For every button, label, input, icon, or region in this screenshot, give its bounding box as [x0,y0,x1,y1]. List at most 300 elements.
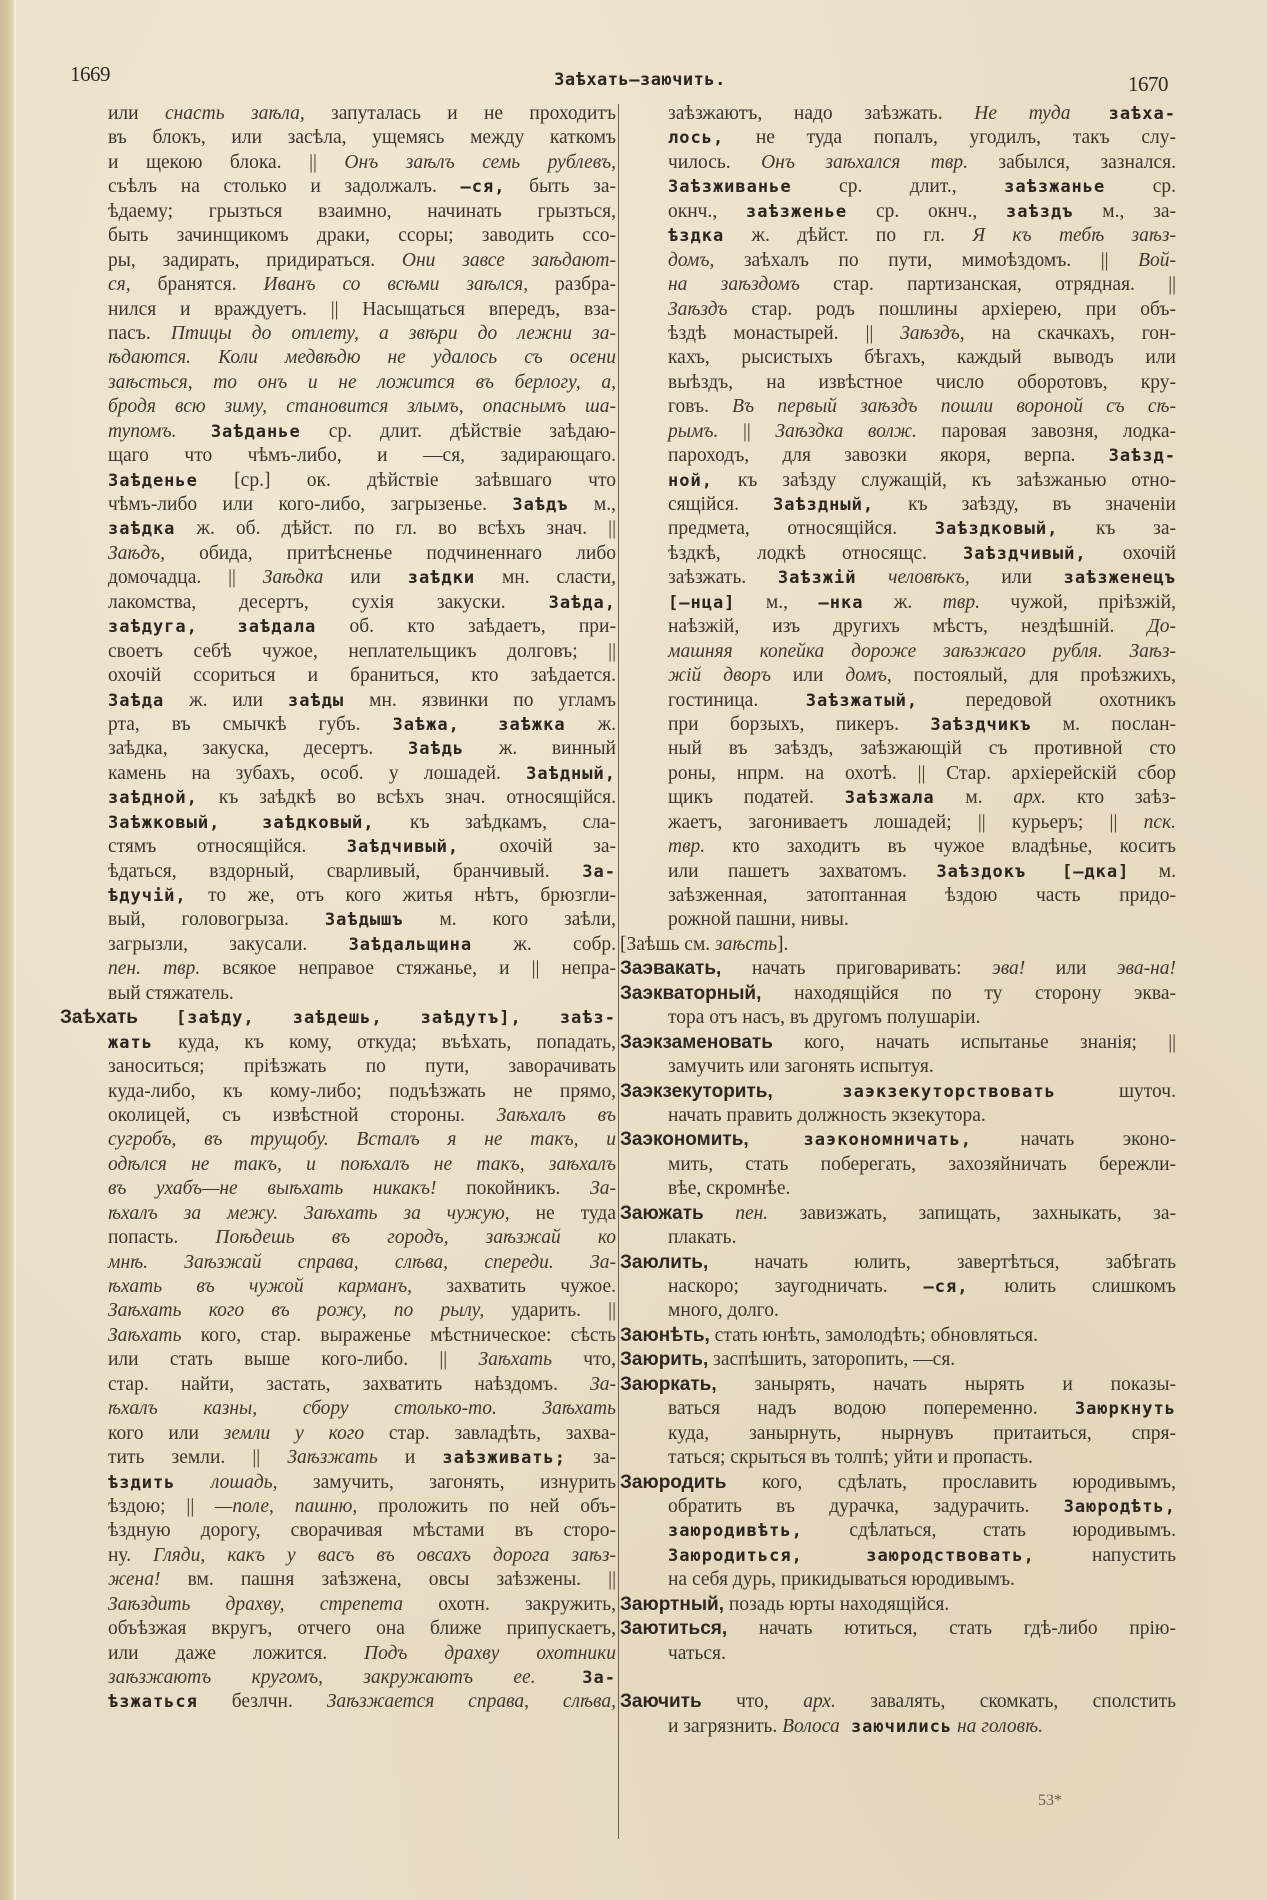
text-run: на скачкахъ, гон- [964,322,1176,344]
text-line [60,1299,616,1323]
italic-example: Въ первый заѣздъ пошли вороной съ сѣ- [732,396,1176,418]
bold-term: лось, [668,128,725,149]
text-line [60,1666,616,1690]
text-run: запуталась и не проходитъ [304,103,617,124]
text-run: ж. [863,591,943,613]
text-run: передовой охотникъ [918,689,1176,711]
text-run: охотн. закружить, [403,1593,616,1615]
text-line [60,1642,616,1666]
text-run: кого, сдѣлать, прославить юродивымъ, [726,1471,1176,1493]
italic-example: Поѣдешь въ городъ, заѣзжай ко [215,1227,616,1249]
text-line [60,395,616,419]
text-line [60,1348,616,1372]
text-run: замучить, загонять, изнурить [277,1471,616,1493]
text-run: ж. или [164,689,288,711]
text-line [620,1055,1176,1079]
bold-term: Заѣзжатый, [805,690,919,711]
text-run: или [770,665,846,687]
text-run: ный въ заѣздъ, заѣзжающій съ противной сто [668,738,1176,760]
text-run: говъ. [668,396,733,418]
text-line [620,811,1176,835]
italic-example: Волоса [782,1715,840,1737]
text-line [60,982,616,1006]
text-run: ну. [108,1544,154,1566]
bold-term: Заѣдный, [526,763,616,784]
entry-headline [620,1324,1176,1348]
bold-term: За- [535,1668,616,1688]
bold-term: Заѣда [108,690,165,711]
text-line [620,224,1176,248]
italic-example: снасть заѣла, [164,103,305,124]
text-line [620,1226,1176,1250]
running-title: Заѣхать—заючить. [554,70,726,90]
text-run: или [969,567,1064,589]
text-line [620,151,1176,175]
text-line [620,346,1176,370]
text-run: чаться. [668,1642,726,1664]
italic-example: пен. твр. [108,958,201,980]
text-line [60,1226,616,1250]
italic-example: Заѣзжать [287,1447,378,1469]
text-run: куда, къ кому, откуда; въѣхать, попадать, [152,1031,616,1053]
text-run: вый, головогрыза. [108,909,325,931]
text-run: или стать выше кого-либо. || [108,1349,479,1371]
text-run: тора отъ насъ, въ другомъ полушаріи. [668,1007,981,1029]
text-line [620,493,1176,517]
text-run: завизжать, запищать, захныкать, за- [768,1202,1176,1224]
entry-headline [620,1471,1176,1495]
italic-example: жій дворъ [668,665,771,687]
bold-term: Заѣдъ [512,495,569,515]
text-line [60,469,616,493]
text-run: быть зачинщикомъ драки, ссоры; заводить ссо- [108,225,616,247]
italic-example: твр. [900,151,968,173]
text-run: въ блокъ, или засѣла, ущемясь между каткомъ [108,127,616,149]
headword: Заючить [620,1691,702,1713]
text-line [620,1177,1176,1201]
text-run: плакать. [668,1227,737,1249]
headword: Заюртный, [620,1593,725,1615]
bold-term: Заѣдь [407,739,465,760]
italic-example: домъ, [668,249,715,271]
text-run: предмета, относящійся. [668,518,935,540]
text-line [60,640,616,664]
binding-highlight [14,0,16,1900]
text-line [60,1495,616,1519]
text-run: покойникъ. [436,1178,591,1200]
text-run: начать ютиться, стать гдѣ-либо прію- [727,1618,1176,1640]
text-run: гостиница. [668,689,806,711]
text-run: къ заѣдкамъ, сла- [374,811,617,833]
bold-term: ѣздить [108,1472,176,1493]
bold-term: заѣзженецъ [1063,568,1176,589]
text-line [620,1568,1176,1592]
text-run: [Заѣшь см. [620,933,716,955]
italic-example: волж. [843,420,917,442]
italic-example: домъ, [845,665,892,687]
text-run: ж. [565,713,616,735]
bold-term: заѣды [287,690,345,711]
text-line [60,689,616,713]
text-line [620,1104,1176,1128]
text-line [60,175,616,199]
text-run: начать юлить, завертѣться, забѣгать [708,1251,1176,1273]
text-line [60,1104,616,1128]
bold-term: Заѣда, [548,592,616,613]
bold-term: Заюродиться, заюродствовать, [668,1545,1035,1566]
entry-headline [620,1348,1176,1372]
entry-headline [620,1251,1176,1275]
italic-example: Подъ драхву охотники [364,1642,616,1664]
bold-term: ѣзжаться [108,1692,198,1713]
text-run: не туда попалъ, угодилъ, такъ слу- [724,127,1176,149]
text-run: и загрязнить. [668,1715,783,1737]
italic-example: ѣхалъ за межу. Заѣхать за чужую, [108,1202,510,1224]
text-run: много, долго. [668,1300,779,1322]
text-line [620,371,1176,395]
entry-headline [620,1373,1176,1397]
text-run: куда-либо, къ кому-либо; подъѣзжать не прямо, [108,1080,616,1102]
text-run: окнч., [668,200,747,222]
italic-example: человѣкъ, [856,567,970,589]
text-line [620,249,1176,273]
text-line [620,713,1176,737]
text-run: ѣздою; || [108,1495,216,1517]
bold-term: Заѣздный, [772,495,875,515]
text-line [620,1006,1176,1030]
text-line [60,908,616,932]
italic-example: земли у кого [223,1422,365,1444]
text-run: ср. длит., [791,176,1005,198]
bold-term: ѣдучій, [108,886,187,906]
text-run: роны, нпрм. на охотѣ. || Стар. архіерейскій сбор [668,762,1176,784]
text-run: м. послан- [1031,713,1177,735]
bold-term: [—нца] [668,592,736,613]
italic-example: одѣлся не такъ, и поѣхалъ не такъ, заѣхалъ [108,1153,616,1175]
text-run: обида, притѣсненье подчиненнаго либо [165,542,616,564]
text-run: ѣдаему; грызться взаимно, начинать грызться, [108,200,616,222]
text-run: м., [568,494,616,515]
text-run: стямъ относящійся. [108,836,347,858]
italic-example: Заѣхать [478,1349,553,1371]
text-run: околицей, съ извѣстной стороны. [108,1104,497,1126]
text-line [620,762,1176,786]
bold-term: Заѣзжала [844,788,935,809]
text-line [620,1544,1176,1568]
italic-example: машняя копейка дороже заѣзжаго рубля. Заѣз- [668,640,1176,662]
bold-term: Заѣздковый, [934,519,1059,540]
text-run: ѣдаться, вздорный, сварливый, бранчивый. [108,860,583,882]
text-line [60,200,616,224]
text-run: кто заходитъ въ чужое владѣнье, коситъ [705,836,1176,858]
text-run: заѣхалъ по пути, мимоѣздомъ. || [714,249,1139,271]
headword: Заютиться, [620,1618,728,1640]
italic-example: Онъ заѣхался [761,151,901,173]
text-run: быть за- [505,176,616,198]
text-run: пасъ. [108,322,171,344]
text-line [60,1031,616,1055]
text-line [620,1299,1176,1323]
text-run: заѣзжать. [668,567,778,589]
italic-example: арх. [803,1691,836,1713]
text-run: безлчн. [197,1691,327,1713]
text-line [620,126,1176,150]
text-run: таться; скрыться въ толпѣ; уйти и пропасть. [668,1447,1033,1469]
text-line [60,762,616,786]
text-run: загрызли, закусали. [108,933,349,955]
text-run: стар. завладѣть, захва- [364,1422,616,1444]
text-run: м., за- [1073,200,1176,222]
text-run: чѣмъ-либо или кого-либо, загрызенье. [108,494,513,515]
text-run: заѣзжаютъ, надо заѣзжать. [668,103,975,124]
entry-headline [620,1690,1176,1714]
italic-example: Иванъ со всѣми заѣлся, [263,274,529,296]
text-line [620,1642,1176,1666]
text-run: вм. пашня заѣзжена, овсы заѣзжены. || [160,1569,616,1591]
text-line [60,737,616,761]
text-run: или даже ложится. [108,1642,365,1664]
text-run: или [108,103,165,124]
text-run: за- [566,1447,617,1469]
text-run: занырять, начать нырять и показы- [716,1373,1176,1395]
headword: Заэкваторный, [620,982,762,1004]
text-line [60,1519,616,1543]
italic-example: Заѣхалъ въ [496,1104,616,1126]
text-run: позадь юрты находящійся. [724,1593,950,1615]
bold-term: Заѣжковый, заѣдковый, [108,812,375,833]
text-run: при борзыхъ, пикеръ. [668,713,931,735]
text-line [620,517,1176,541]
text-run: шуточ. [1055,1080,1176,1102]
text-run: || [718,420,776,442]
text-line [60,517,616,541]
italic-example: До- [1147,616,1176,638]
text-line [60,1397,616,1421]
italic-example: въ ухабъ—не выѣхать никакъ! [108,1178,437,1200]
text-run: охочій [1086,542,1176,564]
text-line [60,493,616,517]
text-run: объѣзжая вкругъ, отчего она ближе припускаетъ, [108,1618,616,1640]
italic-example: Заѣздить драхву, стрепета [108,1593,404,1615]
text-line [620,273,1176,297]
text-run: находящійся по ту сторону эква- [761,982,1176,1004]
blank-line [620,1666,1176,1690]
text-line [620,469,1176,493]
text-run: пароходъ, для завозки якоря, верпа. [668,445,1109,467]
text-line [620,1495,1176,1519]
bold-term: заѣзжанье [1004,177,1106,198]
text-run: сдѣлаться, стать юродивымъ. [802,1520,1176,1542]
text-line [60,566,616,590]
headword: Заюродить [620,1471,727,1493]
text-run: ж. винный [464,738,616,760]
italic-example: Заѣзжается справа, слѣва, [326,1691,617,1713]
text-run: ударить. || [484,1300,616,1322]
text-line [60,1128,616,1152]
italic-example: тупомъ. [108,420,177,442]
text-run: къ заѣзду служащій, къ заѣзжанью отно- [712,469,1176,491]
italic-example: Не туда [974,103,1071,124]
text-line [620,420,1176,444]
text-run: об. кто заѣдаетъ, при- [316,616,616,638]
text-line [60,615,616,639]
text-run: ѣздную дорогу, сворачивая мѣстами въ сторо- [108,1520,616,1542]
column-divider [618,104,619,1839]
text-run: попасть. [108,1227,216,1249]
bold-term: —нка [818,592,864,613]
text-run: щаго что чѣмъ-либо, и —ся, задирающаго. [108,445,616,467]
text-run: къ за- [1058,518,1176,540]
text-run: куда, занырнуть, нырнувъ притаиться, спря- [668,1422,1176,1444]
entry-headline [60,1006,616,1030]
text-line [60,591,616,615]
text-line [60,322,616,346]
text-run: начать эконо- [972,1129,1176,1151]
italic-example: Заѣздъ [668,298,728,320]
text-run: жаетъ, загониваетъ лошадей; || курьеръ; || [668,811,1144,833]
text-run: чилось. [668,151,762,173]
text-line [60,933,616,957]
headword: Заюрить, [620,1349,709,1371]
text-line [620,615,1176,639]
headword: Заэкзаменовать [620,1031,773,1053]
text-run: охочій ссориться и браниться, кто заѣдается. [108,665,616,687]
italic-example: заѣсть [715,933,778,955]
italic-example: мнѣ. Заѣзжай справа, слѣва, спереди. За- [108,1251,616,1273]
italic-example: рымъ. [668,420,719,442]
text-run: и [377,1447,443,1469]
text-run: ж. дѣйст. по гл. [724,225,973,247]
text-line [60,249,616,273]
bold-term: Заѣзжій [777,568,857,589]
text-run: съѣлъ на столько и задолжалъ. [108,176,461,198]
text-run: вый стяжатель. [108,982,234,1004]
bold-term: Заѣздчивый, [963,543,1087,564]
text-line [620,1275,1176,1299]
text-line [60,1373,616,1397]
text-line [60,1446,616,1470]
text-run: рта, въ смычкѣ губъ. [108,713,393,735]
left-column [60,102,616,1715]
text-run: ср. [1105,176,1176,198]
bold-term: Заѣдчивый, [346,837,460,858]
italic-example: ѣдаются. Коли медвѣдю не удалось съ осени [108,347,616,369]
text-line [60,884,616,908]
text-run: начать приговаривать: [721,958,993,980]
text-run: стар. родъ пошлины архіерею, при объ- [727,298,1176,320]
italic-example: —поле, пашню, [215,1495,358,1517]
right-page-number: 1670 [1128,72,1168,96]
bold-term: —ся, [460,177,506,198]
italic-example: Заѣздка [775,420,844,442]
text-line [620,1397,1176,1421]
bold-term: заѣдка [108,519,176,540]
text-run: разбра- [528,274,616,296]
italic-example: эва-на! [1116,958,1176,980]
text-run: паровая завозня, лодка- [916,420,1177,442]
text-line [60,1422,616,1446]
text-line [620,1715,1176,1739]
text-line [60,273,616,297]
text-line [620,737,1176,761]
italic-example: За- [590,1178,616,1200]
text-line [620,786,1176,810]
italic-example: на заѣздомъ [668,274,800,296]
text-run: нился и враждуетъ. || Насыщаться впередъ, вза- [108,298,616,320]
text-run: замучить или загонять испытуя. [668,1056,934,1078]
text-run: стать юнѣть, замолодѣть; обновляться. [709,1324,1039,1346]
italic-example: Заѣздъ, [900,322,965,344]
italic-example: ѣхалъ казны, сбору столько-то. Заѣхать [108,1398,616,1420]
text-line [60,835,616,859]
text-line [60,957,616,981]
bold-term: Заѣзд- [1108,446,1176,467]
headword: Заюжать [620,1202,704,1224]
text-line [60,102,616,126]
text-run: домочадца. || [108,567,263,589]
text-line [60,1544,616,1568]
entry-headline [620,982,1176,1006]
bold-term: Заѣздчикъ [930,714,1032,735]
text-line [60,1275,616,1299]
text-run: ѣздкѣ, лодкѣ относящс. [668,542,964,564]
bold-term: Заѣжа, заѣжка [392,714,566,735]
text-line [620,664,1176,688]
italic-example: жена! [108,1569,161,1591]
italic-example: Заѣхать кого въ рожу, по рылу, [108,1300,485,1322]
bold-term: заѣздъ [1006,201,1074,222]
text-run: къ заѣзду, въ значеніи [874,494,1176,515]
bold-term: Заѣдальщина [348,934,473,955]
text-run: м., [735,591,819,613]
text-run: заноситься; пріѣзжать по пути, заворачивать [108,1056,616,1078]
text-line [60,1202,616,1226]
italic-example: ся, [108,274,131,296]
left-page-number: 1669 [70,62,110,86]
italic-example: За- [590,1373,616,1395]
text-line [60,420,616,444]
text-line [620,689,1176,713]
bold-term: заѣзженье [746,201,848,222]
text-run: ѣздѣ монастырей. || [668,322,901,344]
text-run: что, [701,1691,804,1713]
text-line [620,395,1176,419]
text-run: рожной пашни, нивы. [668,909,849,931]
text-line [620,1422,1176,1446]
text-run: ры, задирать, придираться. [108,249,402,271]
text-run: ]. [777,933,789,955]
text-line [60,1251,616,1275]
italic-example: заѣсться, то онъ и не ложится въ берлогу, а, [108,371,616,393]
text-run: мн. сласти, [475,567,616,589]
text-line [60,1617,616,1641]
bold-term: [заѣду, заѣдешь, заѣдутъ], [137,1008,522,1029]
entry-headline [620,933,1176,957]
text-run: что, [552,1349,616,1371]
text-line [60,1080,616,1104]
italic-example: Онъ заѣлъ семь рублевъ, [344,151,616,173]
entry-headline [620,1617,1176,1641]
text-line [60,298,616,322]
text-run: или пашетъ захватомъ. [668,860,937,882]
text-run: м. кого заѣли, [403,909,617,931]
italic-example: эва! [992,958,1026,980]
bold-term: заючились [839,1716,953,1737]
text-run: на себя дурь, прикидываться юродивымъ. [668,1569,1015,1591]
text-line [60,371,616,395]
text-run: кахъ, рысистыхъ бѣгахъ, каждый выводъ или [668,347,1176,369]
text-line [60,811,616,835]
